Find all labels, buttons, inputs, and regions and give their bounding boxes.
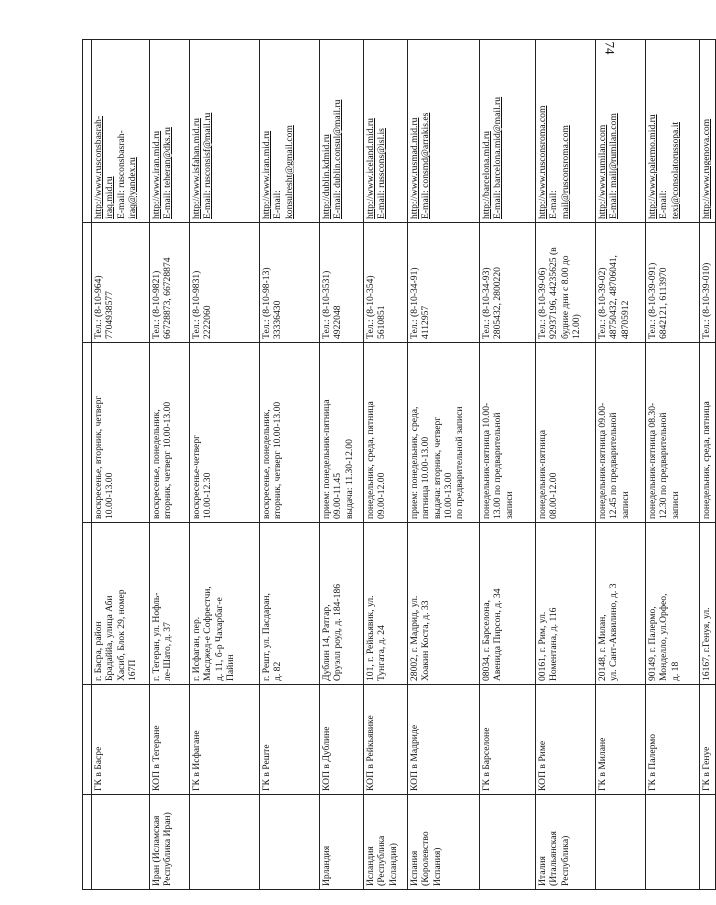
address-cell — [480, 523, 536, 685]
hours-cell-line: записи — [619, 491, 631, 519]
hours-cell — [480, 343, 536, 523]
phone-cell — [536, 223, 596, 343]
hours-cell-line: 08.00-12.00 — [548, 472, 560, 519]
web-cell-line[interactable]: E-mail: barcelona.mid@mail.ru — [492, 96, 504, 219]
hours-cell — [646, 343, 700, 523]
country-cell — [150, 795, 190, 890]
address-cell-line: Масджед-е Софрестчи, — [202, 586, 214, 681]
hours-cell-line: 09.00-11.45 — [332, 472, 344, 519]
office-cell-line: ГК в Реште — [261, 744, 272, 791]
office-cell — [320, 685, 364, 795]
web-cell-line[interactable]: http://dublin.kdmid.ru — [321, 134, 332, 219]
web-cell-line[interactable]: E-mail: mail@rumilan.com — [608, 113, 620, 219]
table-row — [364, 40, 408, 890]
address-cell-line: 28002, г. Мадрид, ул. — [409, 595, 420, 681]
hours-cell-line: понедельник, среда, пятница — [701, 401, 712, 519]
web-cell-line[interactable]: http://www.rusconsbasrah- — [93, 115, 104, 219]
web-cell-line[interactable]: iraq.mid.ru — [104, 176, 116, 219]
table-row — [190, 40, 260, 890]
table-wrapper — [82, 40, 712, 890]
web-cell-line[interactable]: E-mail: russcons@isl.is — [376, 128, 388, 219]
phone-cell-line: 6842121, 6113970 — [658, 267, 670, 339]
country-cell — [320, 795, 364, 890]
web-cell-line[interactable]: http://barcelona.mid.ru — [481, 131, 492, 219]
table-row — [320, 40, 364, 890]
top-border-row — [83, 40, 92, 890]
hours-cell-line: по предварительной записи — [454, 406, 466, 519]
hours-cell — [92, 343, 150, 523]
address-cell — [364, 523, 408, 685]
hours-cell-line: прием: понедельник-пятница — [321, 399, 332, 519]
web-cell-line[interactable]: http://www.rugenova.com — [701, 118, 712, 219]
web-cell-line: E-mail: rusconsbasrah- — [115, 130, 127, 219]
phone-cell — [646, 223, 700, 343]
office-cell — [260, 685, 320, 795]
country-cell-line: Ирландия — [321, 845, 332, 886]
phone-cell-line: Тел.: (8-10-98-13) — [261, 267, 272, 339]
phone-cell-line: 4112957 — [420, 305, 432, 339]
hours-cell — [260, 343, 320, 523]
phone-cell-line: 2222060 — [202, 305, 214, 339]
hours-cell — [150, 343, 190, 523]
hours-cell-line: пятница 10.00-13.00 — [420, 436, 432, 519]
web-cell — [480, 40, 536, 223]
table-row — [150, 40, 190, 890]
address-cell-line: Тунгата, д. 24 — [376, 625, 388, 681]
hours-cell-line: 13.00 по предварительной — [492, 412, 504, 519]
country-cell-line: Испания) — [431, 847, 443, 886]
address-cell-line: 08034, г. Барселона, — [481, 599, 492, 681]
office-cell — [92, 685, 150, 795]
hours-cell — [190, 343, 260, 523]
phone-cell-line: будние дни с 8.00 до — [559, 255, 571, 339]
country-cell — [536, 795, 596, 890]
address-cell — [190, 523, 260, 685]
hours-cell-line: понедельник-пятница — [537, 429, 548, 519]
phone-cell-line: Тел.: (8-10-964) — [93, 275, 104, 339]
web-cell-line[interactable]: http://www.iran.mid.ru — [151, 130, 162, 219]
phone-cell — [320, 223, 364, 343]
hours-cell-line: понедельник-пятница 08.30- — [647, 402, 658, 519]
hours-cell-line: 09.00-12.00 — [376, 472, 388, 519]
table-row — [646, 40, 700, 890]
hours-cell-line: вторник, четверг 10.00-13.00 — [272, 401, 284, 519]
office-cell-line: ГК в Барселоне — [481, 727, 492, 791]
address-cell — [700, 523, 716, 685]
web-cell-line[interactable]: http://www.palermo.mid.ru — [647, 114, 658, 219]
office-cell — [700, 685, 716, 795]
office-cell — [646, 685, 700, 795]
address-cell-line: 20148, г. Милан, — [597, 614, 608, 681]
office-cell — [190, 685, 260, 795]
web-cell-line[interactable]: E-mail: consmd@arrakis.es — [420, 112, 432, 219]
country-cell-line: Исландия — [365, 846, 376, 886]
office-cell-line: ГК в Генуе — [701, 746, 712, 791]
phone-cell — [596, 223, 646, 343]
hours-cell-line: записи — [669, 491, 681, 519]
address-cell-line: 90149, г. Палермо, — [647, 606, 658, 681]
country-cell-line: (Королевство — [420, 831, 432, 886]
phone-cell — [408, 223, 480, 343]
address-cell — [320, 523, 364, 685]
phone-cell — [260, 223, 320, 343]
web-cell-line: E-mail: — [658, 190, 670, 219]
web-cell — [646, 40, 700, 223]
country-cell — [408, 795, 480, 890]
web-cell — [190, 40, 260, 223]
address-cell-line: Монделло, ул.Орфео, — [658, 593, 670, 681]
web-cell-line[interactable]: texi@consolatorussopa.it — [669, 121, 681, 219]
web-cell-line[interactable]: http://www.isfahan.mid.ru — [191, 118, 202, 219]
country-cell-line: Исландия) — [387, 843, 399, 886]
address-cell-line: Пайин — [224, 654, 236, 681]
office-cell-line: ГК в Басре — [93, 746, 104, 791]
hours-cell-line: прием: понедельник, среда, — [409, 406, 420, 519]
country-cell-line: Испания — [409, 850, 420, 886]
country-cell — [700, 795, 716, 890]
hours-cell-line: 10.00-13.00 — [104, 472, 116, 519]
address-cell — [260, 523, 320, 685]
address-cell-line: 101, г. Рейкьявик, ул. — [365, 595, 376, 681]
hours-cell — [364, 343, 408, 523]
address-cell — [646, 523, 700, 685]
phone-cell-line: Тел.: (8-10-39-091) — [647, 262, 658, 339]
hours-cell-line: понедельник, среда, пятница — [365, 401, 376, 519]
address-cell — [408, 523, 480, 685]
office-cell-line: КОП в Мадриде — [409, 724, 420, 791]
phone-cell — [150, 223, 190, 343]
web-cell-line[interactable]: E-mail: teheran@dks.ru — [162, 127, 174, 219]
phone-cell — [700, 223, 716, 343]
web-cell-line[interactable]: http://www.rumilan.com — [597, 124, 608, 219]
web-cell — [150, 40, 190, 223]
hours-cell-line: 12.45 по предварительной — [608, 412, 620, 519]
address-cell-line: г. Решт, ул. Пасдаран, — [261, 593, 272, 681]
phone-cell-line: 5610851 — [376, 305, 388, 339]
hours-cell-line: воскресенье, понедельник, — [151, 409, 162, 519]
phone-cell-line: 12.00) — [570, 314, 582, 339]
address-cell — [92, 523, 150, 685]
web-cell-line[interactable]: E-mail: rusconsisf@mail.ru — [202, 112, 214, 219]
phone-cell-line: Тел.: (8-10-39-06) — [537, 267, 548, 339]
table-row — [408, 40, 480, 890]
office-cell-line: ГК в Палермо — [647, 733, 658, 791]
hours-cell-line: выдача: 11.30-12.00 — [343, 439, 355, 519]
phone-cell-line: Тел.: (8-10-39-010) — [701, 262, 712, 339]
phone-cell-line: 2805432, 2800220 — [492, 267, 504, 339]
office-cell-line: КОП в Риме — [537, 740, 548, 791]
phone-cell-line: Тел.: (8-10-3531) — [321, 270, 332, 339]
country-cell-line: (Республика — [376, 835, 388, 886]
table-row — [700, 40, 716, 890]
country-cell — [364, 795, 408, 890]
country-cell-line: Республика) — [559, 835, 571, 886]
table-row — [596, 40, 646, 890]
office-cell-line: КОП в Дублине — [321, 726, 332, 791]
phone-cell — [190, 223, 260, 343]
hours-cell-line: 12.30 по предварительной — [658, 412, 670, 519]
hours-cell — [536, 343, 596, 523]
address-cell-line: г. Исфаган, пер. — [191, 616, 202, 681]
hours-cell-line: 10.00-13.00 — [442, 472, 454, 519]
web-cell-line: E-mail: — [548, 190, 560, 219]
country-cell-line: Италия — [537, 856, 548, 886]
office-cell — [480, 685, 536, 795]
country-cell — [596, 795, 646, 890]
address-cell — [536, 523, 596, 685]
country-cell — [92, 795, 150, 890]
web-cell — [260, 40, 320, 223]
hours-cell-line: записи — [503, 491, 515, 519]
address-cell-line: г. Тегеран, ул. Нофль- — [151, 592, 162, 681]
web-cell-line: E-mail: — [272, 190, 284, 219]
phone-cell-line: 7704938577 — [104, 291, 116, 339]
hours-cell-line: выдача: вторник, четверг — [431, 416, 443, 519]
web-cell-line[interactable]: E-mail: dublin.consul@mail.ru — [332, 99, 344, 219]
phone-cell-line: Тел.: (8-10-354) — [365, 275, 376, 339]
consulates-table — [82, 39, 716, 890]
country-cell — [646, 795, 700, 890]
address-cell — [150, 523, 190, 685]
web-cell-line[interactable]: konsulresht@gmail.com — [283, 125, 295, 219]
office-cell-line: КОП в Тегеране — [151, 725, 162, 791]
hours-cell-line: воскресенье, вторник, четверг — [93, 395, 104, 519]
web-cell-line[interactable]: mail@rusconsroma.com — [559, 125, 571, 219]
web-cell — [320, 40, 364, 223]
country-cell-line: Иран (Исламская — [151, 815, 162, 886]
hours-cell — [596, 343, 646, 523]
address-cell-line: 167П — [126, 659, 138, 681]
table-row — [260, 40, 320, 890]
phone-cell-line: 66728873, 66728874 — [162, 257, 174, 339]
hours-cell-line: понедельник-пятница 09.00- — [597, 402, 608, 519]
address-cell-line: Хоакин Коста, д. 33 — [420, 600, 432, 681]
country-cell-line: (Итальянская — [548, 831, 560, 886]
web-cell — [408, 40, 480, 223]
web-cell — [92, 40, 150, 223]
page-number: 74 — [602, 41, 618, 55]
address-cell-line: ул. Сант-Аквилино, д. 3 — [608, 583, 620, 681]
phone-cell-line: 48705912 — [619, 300, 631, 339]
hours-cell-line: 10.00-12.30 — [202, 472, 214, 519]
phone-cell-line: Тел.: (8-10-9831) — [191, 270, 202, 339]
web-cell-line[interactable]: http://www.rusmad.mid.ru — [409, 117, 420, 219]
table-row — [480, 40, 536, 890]
country-cell — [260, 795, 320, 890]
rotated-table-frame — [82, 40, 712, 890]
address-cell-line: 00161, г. Рим, ул. — [537, 611, 548, 681]
phone-cell-line: Тел.: (8-10-34-91) — [409, 267, 420, 339]
web-cell — [700, 40, 716, 223]
office-cell — [150, 685, 190, 795]
phone-cell-line: Тел.: (8-10-9821) — [151, 270, 162, 339]
address-cell-line: Хасиб, Блок 29, номер — [115, 589, 127, 681]
phone-cell — [480, 223, 536, 343]
hours-cell-line: вторник, четверг 10.00-13.00 — [162, 401, 174, 519]
address-cell-line: д. 18 — [669, 661, 681, 681]
country-cell — [190, 795, 260, 890]
hours-cell-line: воскресенье, понедельник, — [261, 409, 272, 519]
office-cell-line: ГК в Исфагане — [191, 730, 202, 791]
web-cell — [596, 40, 646, 223]
phone-cell-line: 33336430 — [272, 300, 284, 339]
address-cell-line: д. 82 — [272, 661, 284, 681]
table-row — [536, 40, 596, 890]
web-cell — [536, 40, 596, 223]
hours-cell-line: понедельник-пятница 10.00- — [481, 402, 492, 519]
office-cell — [596, 685, 646, 795]
address-cell-line: Номентана, д. 116 — [548, 607, 560, 681]
office-cell-line: КОП в Рейкьявике — [365, 715, 376, 791]
address-cell-line: 16167, г.Генуя, ул. — [701, 607, 712, 681]
address-cell-line: ле-Шато, д. 37 — [162, 622, 174, 681]
hours-cell-line: воскресенье-четверг — [191, 434, 202, 519]
phone-cell-line: 4922048 — [332, 305, 344, 339]
address-cell-line: Дублин 14, Ратгар, — [321, 604, 332, 681]
web-cell — [364, 40, 408, 223]
phone-cell-line: 48750432, 48706041, — [608, 255, 620, 339]
office-cell — [364, 685, 408, 795]
table-row — [92, 40, 150, 890]
country-cell-line: Республика Иран) — [162, 812, 174, 886]
address-cell-line: Авенида Пирсон, д. 34 — [492, 588, 504, 681]
hours-cell — [408, 343, 480, 523]
address-cell-line: Брадаййа, улица Аби — [104, 595, 116, 681]
web-cell-line[interactable]: http://www.iceland.mid.ru — [365, 118, 376, 219]
hours-cell — [700, 343, 716, 523]
web-cell-line[interactable]: http://www.iran.mid.ru — [261, 130, 272, 219]
address-cell-line: Оруэлл роуд, д. 184-186 — [332, 583, 344, 681]
web-cell-line[interactable]: http://www.rusconsroma.com — [537, 105, 548, 219]
address-cell-line: г. Басра, район — [93, 621, 104, 681]
office-cell-line: ГК в Милане — [597, 737, 608, 791]
office-cell — [536, 685, 596, 795]
phone-cell-line: Тел.: (8-10-34-93) — [481, 267, 492, 339]
office-cell — [408, 685, 480, 795]
address-cell — [596, 523, 646, 685]
phone-cell-line: Тел.: (8-10-39-02) — [597, 267, 608, 339]
phone-cell — [92, 223, 150, 343]
address-cell-line: д. 11, б-р Чахарбаг-е — [213, 597, 225, 681]
hours-cell — [320, 343, 364, 523]
web-cell-line[interactable]: iraq@yandex.ru — [126, 157, 138, 219]
phone-cell-line: 92937196, 44235625 (в — [548, 247, 560, 339]
phone-cell — [364, 223, 408, 343]
country-cell — [480, 795, 536, 890]
